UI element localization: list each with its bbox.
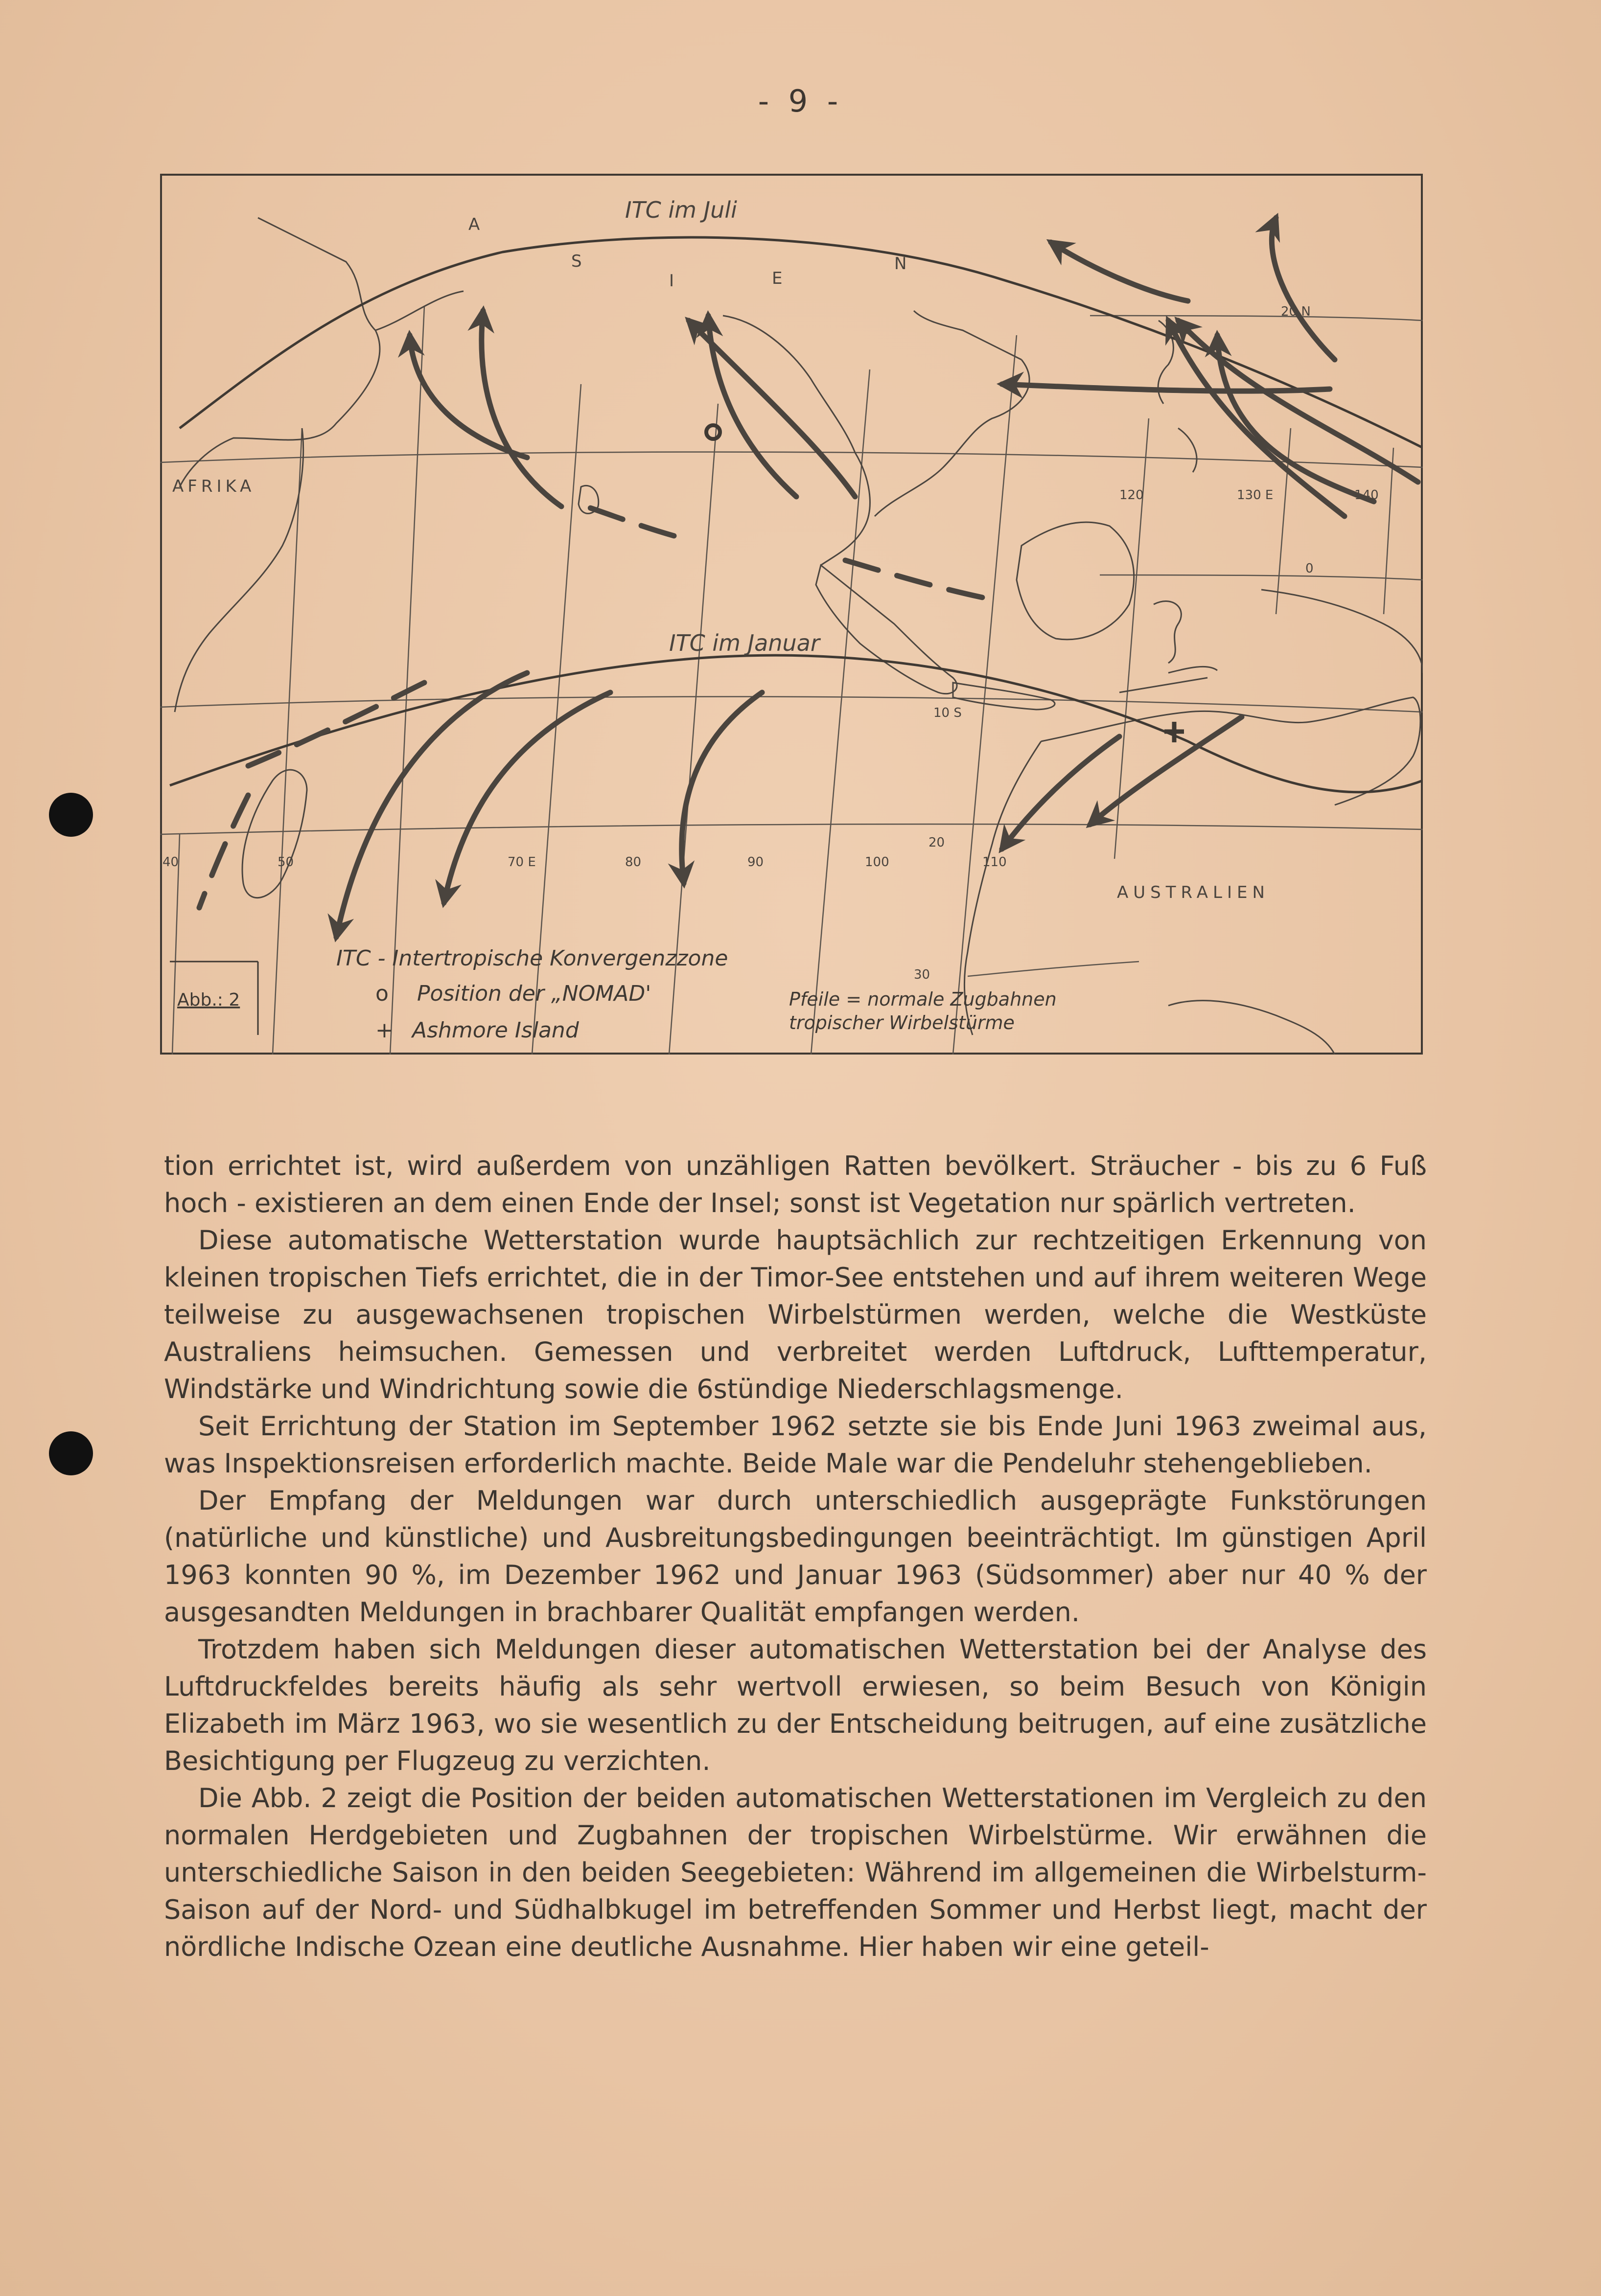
region-asia-letter-3: I [669,271,674,291]
map-svg [160,174,1423,1055]
lon-label-110: 110 [982,855,1007,870]
lon-label-90: 90 [747,855,764,870]
lon-label-100: 100 [865,855,889,870]
paragraph-5: Trotzdem haben sich Meldungen dieser automatischen Wetterstation bei der Analyse des Luftdruckfeldes bereits häufig als sehr wertvoll erwiesen, so beim Besuch von Königin Elizabeth im März 1963, wo sie wesentlich zu der Entscheidung beitrugen, auf eine zusätzliche Besichtigung per Flugzeug zu verzichten. [164,1634,1427,1776]
paragraph-4: Der Empfang der Meldungen war durch unterschiedlich ausgeprägte Funkstörungen (natürliche und künstliche) und Ausbreitungsbedingungen beeinträchtigt. Im günstigen April 1963 konnten 90 %, im Dezember 1962 und Januar 1963 (Südsommer) aber nur 40 % der ausgesandten Meldungen in brachbarer Qualität empfangen werden. [164,1485,1427,1628]
map-legend [170,946,1057,1043]
region-asia-letter-1: A [468,215,480,234]
punch-hole-bottom [49,1431,93,1475]
lon-label-120: 120 [1119,488,1144,503]
lat-label-20s: 20 [928,835,945,850]
figure-map [160,174,1423,1055]
lon-label-80: 80 [625,855,642,870]
lon-label-130e: 130 E [1237,488,1274,503]
region-labels [172,197,1270,902]
lon-label-50: 50 [278,855,294,870]
region-africa: AFRIKA [172,477,255,496]
legend-ashmore-symbol: + [375,1018,394,1043]
lat-label-20n: 20 N [1281,304,1311,319]
punch-hole-top [49,793,93,837]
paragraph-2: Diese automatische Wetterstation wurde hauptsächlich zur rechtzeitigen Erkennung von kleinen tropischen Tiefs errichtet, die in der Timor-See entstehen und auf ihrem weiteren Wege teilweise zu ausgewachsenen tropischen Wirbelstürmen werden, welche die Westküste Australiens heimsuchen. Gemessen und verbreitet werden Luftdruck, Lufttemperatur, Windstärke und Windrichtung sowie die 6stündige Niederschlagsmenge. [164,1225,1427,1404]
legend-ashmore: Ashmore Island [412,1018,579,1043]
legend-nomad-symbol: o [375,981,389,1006]
region-australia: AUSTRALIEN [1117,883,1270,902]
region-asia-letter-5: N [894,254,907,274]
lon-label-40: 40 [162,855,179,870]
lat-label-10s: 10 S [933,706,962,720]
lon-label-140: 140 [1354,488,1379,503]
lon-label-70e: 70 E [508,855,536,870]
figure-label: Abb.: 2 [177,990,240,1010]
map-frame [161,175,1422,1054]
itc-january-label: ITC im Januar [669,630,820,656]
legend-arrows-line-2: tropischer Wirbelstürme [789,1012,1015,1033]
dashed-tracks [199,506,992,908]
region-asia-letter-2: S [571,252,582,271]
nomad-position-marker [706,425,720,439]
legend-nomad: Position der „NOMAD' [417,981,651,1006]
lat-label-0: 0 [1305,561,1314,576]
lat-label-30s: 30 [914,967,930,982]
region-asia-letter-4: E [772,269,783,288]
itc-july-label: ITC im Juli [625,197,737,223]
cyclone-tracks [336,218,1418,937]
paragraph-3: Seit Errichtung der Station im September 1962 setzte sie bis Ende Juni 1963 zweimal aus, was Inspektionsreisen erforderlich machte. Beide Male war die Pendeluhr stehengeblieben. [164,1411,1427,1479]
body-text [164,1148,1427,1966]
itc-july-line [180,237,1423,448]
page-number: - 9 - [758,83,843,119]
legend-itc: ITC - Intertropische Konvergenzzone [336,946,728,971]
legend-arrows-line-1: Pfeile = normale Zugbahnen [789,988,1057,1010]
paragraph-1: tion errichtet ist, wird außerdem von unzähligen Ratten bevölkert. Sträucher - bis zu 6 Fuß hoch - existieren an dem einen Ende der Insel; sonst ist Vegetation nur spärlich vertreten. [164,1150,1427,1218]
paragraph-6: Die Abb. 2 zeigt die Position der beiden automatischen Wetterstationen im Vergleich zu den normalen Herdgebieten und Zugbahnen der tropischen Wirbelstürme. Wir erwähnen die unterschiedliche Saison in den beiden Seegebieten: Während im allgemeinen die Wirbelsturm-Saison auf der Nord- und Südhalbkugel im betreffenden Sommer und Herbst liegt, macht der nördliche Indische Ozean eine deutliche Ausnahme. Hier haben wir eine geteil- [164,1783,1427,1962]
